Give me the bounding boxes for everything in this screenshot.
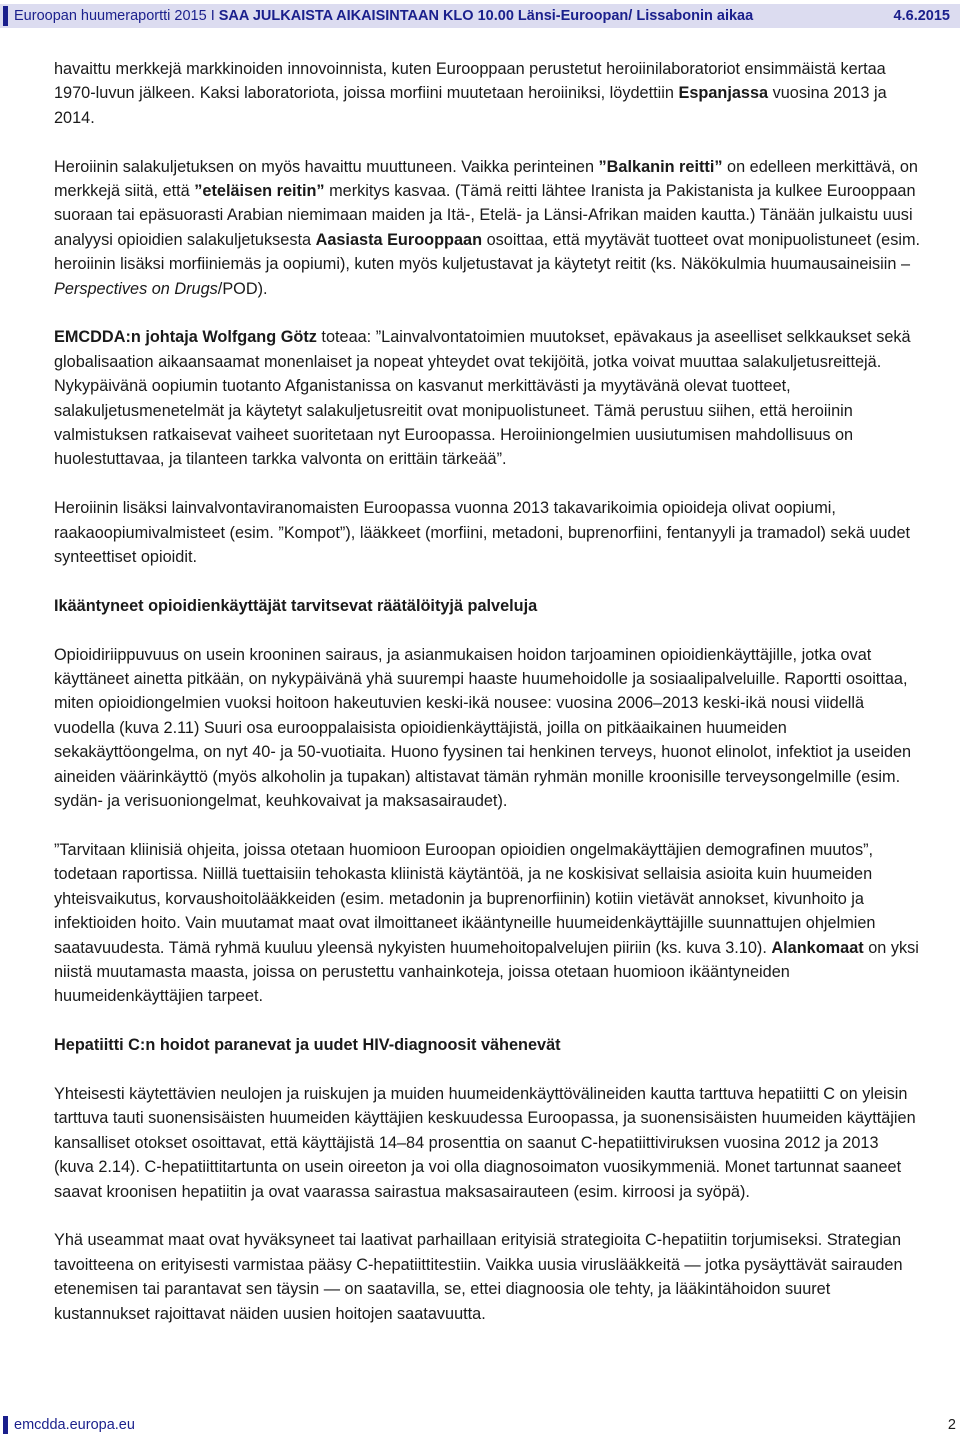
italic-text: Perspectives on Drugs [54, 279, 218, 298]
header-accent-bar [3, 6, 8, 26]
text: merkitys kasvaa. (Tämä reitti lähtee Iranista ja Pakistanista ja kulkee Eurooppaan suoraan tai epäsuorasti Arabian niemimaan maiden ja Itä-, Etelä- ja Länsi-Afrikan maiden kautta.) Tänään julkaistu uusi analyysi opioidien salakuljetuksesta [54, 182, 916, 249]
text: ”Tarvitaan kliinisiä ohjeita, joissa otetaan huomioon Euroopan opioidien ongelmakäyttäjien demografinen muutos”, todetaan raportissa. Niillä tuettaisiin tehokasta kliinistä käytäntöä, ja ne koskisivat sellaisia asioita kuin huumeiden yhteisvaikutus, korvaushoitolääkkeiden (esim. metadonin ja buprenorfiinin) kotiin vietävät annokset, kivunhoito ja infektioiden hoito. Vain muutamat maat ovat ilmoittaneet ikääntyneille huumeidenkäyttäjille suunnattujen ohjelmien saatavuudesta. Tämä ryhmä kuuluu yleensä nykyisten huumehoitopalvelujen piiriin (ks. kuva 3.10). [54, 840, 876, 957]
bold-text: Aasiasta Eurooppaan [315, 230, 483, 249]
paragraph-7 [54, 1082, 922, 1204]
text: Heroiinin salakuljetuksen on myös havaittu muuttuneen. Vaikka perinteinen [54, 157, 599, 176]
text: havaittu merkkejä markkinoiden innovoinnista, kuten Eurooppaan perustetut heroiinilaboratoriot ensimmäistä kertaa 1970-luvun jälkeen. Kaksi laboratoriota, joissa morfiini muutetaan heroiiniksi, löydettiin [54, 60, 886, 103]
section-heading-1: Ikääntyneet opioidienkäyttäjät tarvitsevat räätälöityjä palveluja [54, 596, 538, 615]
text: /POD). [217, 279, 268, 298]
text: on edelleen merkittävä, on merkkejä siitä, että [54, 157, 918, 201]
paragraph-1 [54, 57, 922, 130]
paragraph-2 [54, 155, 922, 301]
section-heading-2: Hepatiitti C:n hoidot paranevat ja uudet HIV-diagnoosit vähenevät [54, 1036, 561, 1055]
text: Heroiinin lisäksi lainvalvontaviranomaisten Euroopassa vuonna 2013 takavarikoimia opioideja olivat oopiumi, raakaoopiumivalmisteet (esim. ”Kompot”), lääkkeet (morfiini, metadoni, buprenorfiini, fentanyyli ja tramadol) sekä uudet synteettiset opioidit. [54, 499, 911, 567]
document-body [54, 57, 922, 1350]
text: Yhteisesti käytettävien neulojen ja ruiskujen ja muiden huumeidenkäyttövälineiden kautta tarttuva hepatiitti C on yleisin tarttuva tauti suonensisäisten huumeiden käyttäjien keskuudessa Euroopassa, ja suonensisäisten huumeiden käyttäjien kansalliset otokset osoittavat, että käyttäjistä 14–84 prosenttia on saanut C-hepatiittiviruksen vuosina 2012 ja 2013 (kuva 2.14). C-hepatiittitartunta on usein oireeton ja voi olla diagnosoimaton vuosikymmeniä. Monet tartunnat saaneet saavat kroonisen hepatiitin ja ovat vaarassa sairastua maksasairauteen (esim. kirroosi ja syöpä). [54, 1084, 916, 1201]
bold-text: EMCDDA:n johtaja Wolfgang Götz [54, 328, 317, 347]
paragraph-6 [54, 838, 922, 1009]
embargo-notice: SAA JULKAISTA AIKAISINTAAN KLO 10.00 Länsi-Euroopan/ Lissabonin aikaa [218, 8, 754, 24]
text: on yksi niistä muutamasta maasta, joissa on perustettu vanhainkoteja, joissa otetaan huomioon ikääntyneiden huumeidenkäyttäjien tarpeet. [54, 938, 919, 1006]
text: Yhä useammat maat ovat hyväksyneet tai laativat parhaillaan erityisiä strategioita C-hepatiitin torjumiseksi. Strategian tavoitteena on erityisesti varmistaa pääsy C-hepatiittitestiin. Vaikka uusia viruslääkkeitä — jotka pysäyttävät sairauden etenemisen tai parantavat sen täysin — on saatavilla, se, ettei diagnoosia ole tehty, ja lääkintähoidon suuret kustannukset rajoittavat näiden uusien hoitojen saatavuutta. [54, 1231, 903, 1323]
bold-text: ”Balkanin reitti” [598, 157, 723, 176]
page-number: 2 [947, 1417, 956, 1433]
text: toteaa: ”Lainvalvontatoimien muutokset, epävakaus ja aseelliset selkkaukset sekä globalisaation aikaansaamat monenlaiset ja nopeat yhteydet ovat tekijöitä, jotka voivat muuttaa salakuljetusreittejä. Nykypäivänä oopiumin tuotanto Afganistanissa on kasvanut merkittävästi ja myytävänä olevat tuotteet, salakuljetusmenetelmät ja käytetyt salakuljetusreitit ovat monipuolistuneet. Tämä perustuu siihen, että heroiinin valmistuksen ratkaisevat vaiheet suoritetaan nyt Euroopassa. Heroiiniongelmien uusiutumisen mahdollisuus on huolestuttavaa, ja tilanteen tarkka valvonta on erittäin tärkeää”. [54, 328, 911, 469]
page-footer [0, 1412, 960, 1436]
footer-accent-bar [3, 1416, 8, 1434]
text: osoittaa, että myytävät tuotteet ovat monipuolistuneet (esim. heroiinin lisäksi morfiiniemäs ja oopiumi), kuten myös kuljetustavat ja käytetyt reitit (ks. Näkökulmia huumausaineisiin – [54, 230, 921, 274]
paragraph-3 [54, 325, 922, 471]
report-title: Euroopan huumeraportti 2015 I [14, 8, 219, 24]
paragraph-5 [54, 643, 922, 814]
text: Opioidiriippuvuus on usein krooninen sairaus, ja asianmukaisen hoidon tarjoaminen opioidienkäyttäjille, jotka ovat käyttäneet ainetta pitkään, on nykypäivänä yhä suurempi haaste huumehoidolle ja sosiaalipalveluille. Raportti osoittaa, miten opioidiongelmien vuoksi hoitoon hakeutuvien keski-ikä nousee: vuosina 2006–2013 keski-ikä nousi viidellä vuodella (kuva 2.11) Suuri osa eurooppalaisista opioidienkäyttäjistä, joilla on pitkäaikainen huumeiden sekakäyttöongelma, on nyt 40- ja 50-vuotiaita. Huono fyysinen tai henkinen terveys, huonot elinolot, infektiot ja useiden aineiden väärinkäyttö (myös alkoholin ja tupakan) altistavat tämän ryhmän monille kroonisille terveysongelmille (esim. sydän- ja verisuoniongelmat, keuhkovaivat ja maksasairaudet). [54, 645, 912, 811]
bold-text: ”eteläisen reitin” [194, 182, 325, 201]
page-header [0, 4, 960, 28]
footer-site-link[interactable]: emcdda.europa.eu [14, 1417, 135, 1433]
bold-text: Alankomaat [771, 938, 864, 957]
bold-text: Espanjassa [678, 84, 769, 103]
text: vuosina 2013 ja 2014. [54, 84, 887, 127]
header-date: 4.6.2015 [893, 8, 950, 24]
header-title [14, 7, 753, 25]
paragraph-8 [54, 1228, 922, 1326]
paragraph-4 [54, 496, 922, 569]
